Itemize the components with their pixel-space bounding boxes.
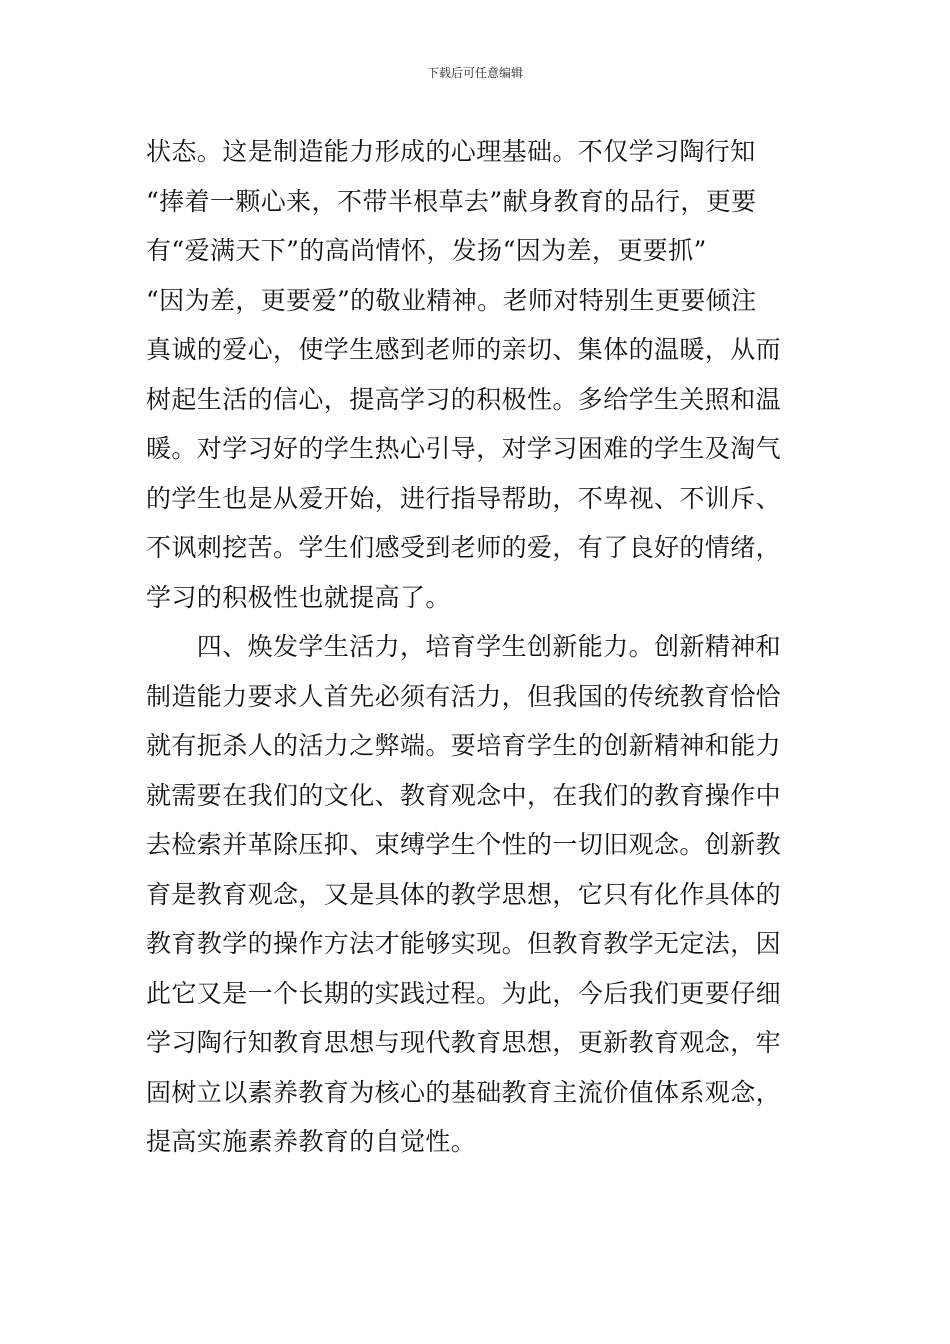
- text-line: 的学生也是从爱开始，进行指导帮助，不卑视、不训斥、: [146, 483, 782, 513]
- text-line: 就有扼杀人的活力之弊端。要培育学生的创新精神和能力: [146, 731, 782, 760]
- text-line: 此它又是一个长期的实践过程。为此，今后我们更要仔细: [146, 978, 782, 1008]
- text-line: “因为差，更要爱”的敬业精神。老师对特别生更要倾注: [146, 285, 757, 315]
- page-header: 下载后可任意编辑: [426, 66, 523, 80]
- text-line: “捧着一颗心来，不带半根草去”献身教育的品行，更要: [146, 186, 757, 216]
- text-line: 四、焕发学生活力，培育学生创新能力。创新精神和: [146, 632, 782, 661]
- text-line: 树起生活的信心，提高学习的积极性。多给学生关照和温: [146, 384, 782, 414]
- text-line: 固树立以素养教育为核心的基础教育主流价值体系观念，: [146, 1077, 782, 1107]
- text-line: 去检索并革除压抑、束缚学生个性的一切旧观念。创新教: [146, 830, 782, 859]
- text-line: 暖。对学习好的学生热心引导，对学习困难的学生及淘气: [146, 434, 782, 463]
- text-line: 提高实施素养教育的自觉性。: [146, 1127, 477, 1156]
- text-line: 育是教育观念，又是具体的教学思想，它只有化作具体的: [146, 879, 782, 909]
- text-line: 教育教学的操作方法才能够实现。但教育教学无定法，因: [146, 929, 782, 958]
- text-line: 不讽刺挖苦。学生们感受到老师的爱，有了良好的情绪，: [146, 533, 782, 562]
- text-line: 学习的积极性也就提高了。: [146, 582, 451, 612]
- text-line: 就需要在我们的文化、教育观念中，在我们的教育操作中: [146, 780, 782, 810]
- text-line: 学习陶行知教育思想与现代教育思想，更新教育观念，牢: [146, 1028, 782, 1057]
- text-line: 真诚的爱心，使学生感到老师的亲切、集体的温暖，从而: [146, 335, 782, 364]
- document-body: [146, 127, 806, 1167]
- text-line: 制造能力要求人首先必须有活力，但我国的传统教育恰恰: [146, 681, 782, 711]
- text-line: 有“爱满天下”的高尚情怀，发扬“因为差，更要抓”: [146, 236, 707, 265]
- text-line: 状态。这是制造能力形成的心理基础。不仅学习陶行知: [146, 137, 756, 166]
